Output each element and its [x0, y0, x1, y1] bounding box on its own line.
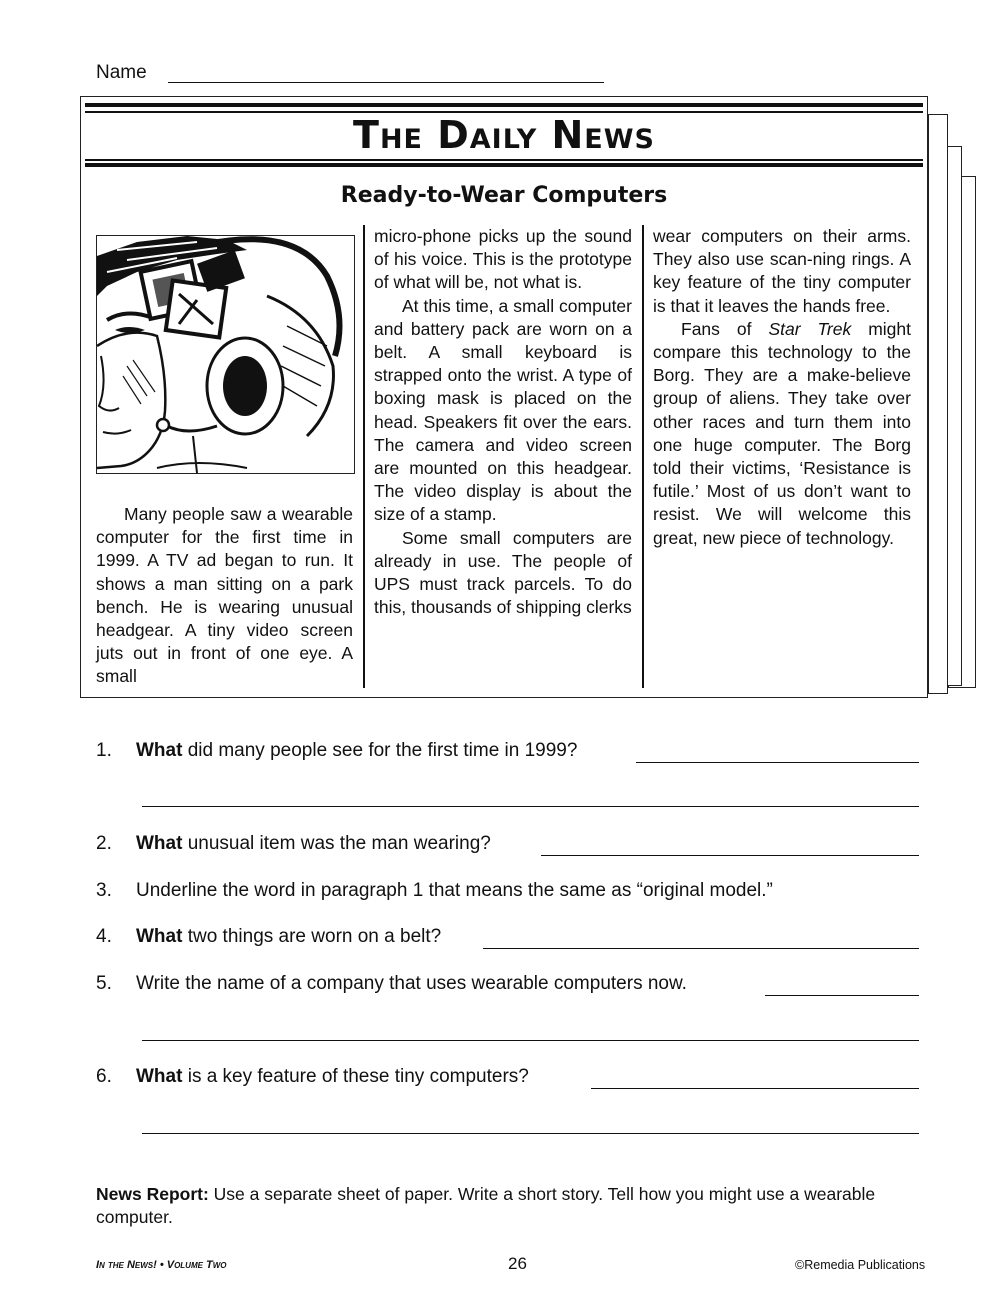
- masthead-rule-bottom-thin: [85, 159, 923, 161]
- question-text: What unusual item was the man wearing?: [136, 833, 491, 854]
- column-3-paragraph-1: wear computers on their arms. They also use scan-ning rings. A key feature of the tiny computer is that it leaves the hands free.: [653, 226, 911, 316]
- column-1-paragraph: Many people saw a wearable computer for the first time in 1999. A TV ad began to run. It shows a man sitting on a park bench. He is wearing unusual headgear. A tiny video screen juts out in front of one eye. A small: [96, 504, 353, 687]
- news-report-label: News Report:: [96, 1184, 209, 1204]
- name-label: Name: [96, 62, 147, 83]
- answer-line-2[interactable]: [541, 855, 919, 856]
- question-number: 2.: [96, 833, 112, 854]
- question-text: What is a key feature of these tiny computers?: [136, 1066, 529, 1087]
- star-trek-title: Star Trek: [768, 318, 852, 339]
- column-divider-1: [363, 225, 365, 688]
- question-number: 5.: [96, 973, 112, 994]
- answer-line-6a[interactable]: [591, 1088, 919, 1089]
- news-report-text: Use a separate sheet of paper. Write a short story. Tell how you might use a wearable computer.: [96, 1184, 876, 1227]
- name-blank-line[interactable]: [168, 82, 604, 83]
- newspaper-article: [80, 96, 928, 698]
- column-2-paragraph-1: micro-phone picks up the sound of his voice. This is the prototype of what will be, not what is.: [374, 226, 632, 293]
- news-report-prompt: [96, 1183, 926, 1229]
- masthead-rule-bottom: [85, 163, 923, 167]
- question-number: 3.: [96, 880, 112, 901]
- headset-man-illustration: [96, 235, 355, 474]
- answer-line-5a[interactable]: [765, 995, 919, 996]
- question-number: 4.: [96, 926, 112, 947]
- answer-line-5b[interactable]: [142, 1040, 919, 1041]
- article-headline: Ready-to-Wear Computers: [340, 183, 668, 208]
- answer-line-6b[interactable]: [142, 1133, 919, 1134]
- footer-publisher: ©Remedia Publications: [795, 1258, 926, 1272]
- column-3-text-before: Fans of: [681, 318, 769, 339]
- answer-line-1b[interactable]: [142, 806, 919, 807]
- footer-series-title: In the News! • Volume Two: [96, 1259, 227, 1271]
- article-column-1: [96, 503, 353, 689]
- column-3-text-after: might compare this technology to the Borg. They are a make-believe group of aliens. They take over other races and turn them into one huge computer. The Borg told their victims, ‘Resistance is futile.’ Most of us don’t want to resist. We will welcome this great, new piece of technology.: [653, 318, 911, 548]
- headgear-face-icon: [97, 236, 354, 473]
- masthead-rule-top: [85, 103, 923, 107]
- column-divider-2: [642, 225, 644, 688]
- column-2-paragraph-2: At this time, a small computer and battery pack are worn on a belt. A small keyboard is strapped onto the wrist. A type of boxing mask is placed on the head. Speakers fit over the ears. The camera and video screen are mounted on this headgear. The video display is about the size of a stamp.: [374, 295, 632, 525]
- article-column-2: [374, 225, 632, 619]
- answer-line-4[interactable]: [483, 948, 919, 949]
- stacked-sheet-1: [928, 114, 948, 694]
- question-text: What two things are worn on a belt?: [136, 926, 442, 947]
- column-3-paragraph-2: [653, 318, 911, 550]
- question-number: 6.: [96, 1066, 112, 1087]
- article-column-3: [653, 225, 911, 550]
- question-text: Write the name of a company that uses wearable computers now.: [136, 973, 687, 994]
- page-number: 26: [508, 1254, 527, 1273]
- question-text: Underline the word in paragraph 1 that means the same as “original model.”: [136, 880, 773, 901]
- question-number: 1.: [96, 740, 112, 761]
- masthead-title: The Daily News: [353, 113, 655, 157]
- answer-line-1a[interactable]: [636, 762, 919, 763]
- column-2-paragraph-3: Some small computers are already in use. The people of UPS must track parcels. To do this, thousands of shipping clerks: [374, 527, 632, 618]
- question-text: What did many people see for the first time in 1999?: [136, 740, 578, 761]
